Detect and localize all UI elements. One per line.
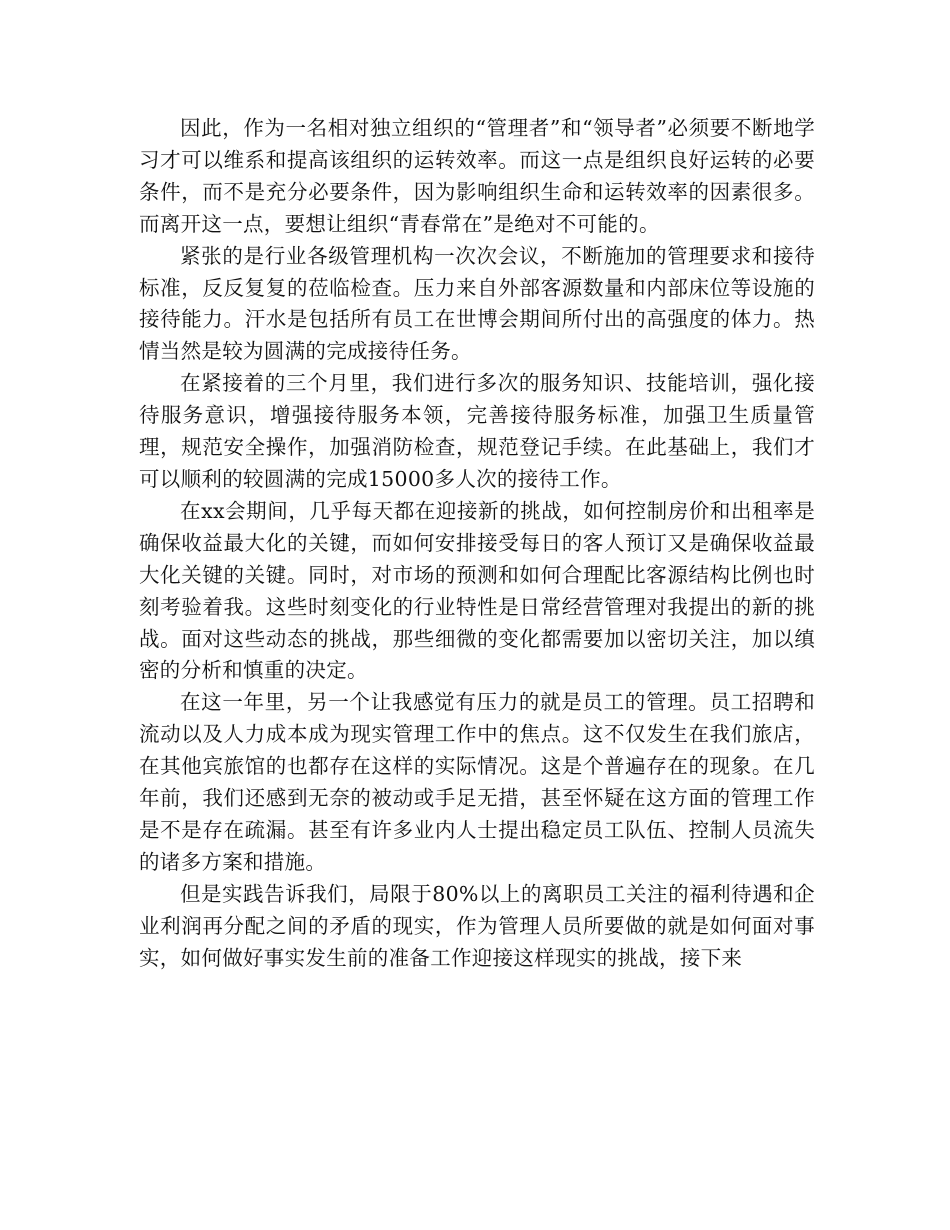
- paragraph-1: 因此，作为一名相对独立组织的“管理者”和“领导者”必须要不断地学习才可以维系和提高该组织的运转效率。而这一点是组织良好运转的必要条件，而不是充分必要条件，因为影响组织生命和运转效率的因素很多。而离开这一点，要想让组织“青春常在”是绝对不可能的。: [139, 116, 815, 236]
- paragraph-4: 在xx会期间，几乎每天都在迎接新的挑战，如何控制房价和出租率是确保收益最大化的关键，而如何安排接受每日的客人预订又是确保收益最大化关键的关键。同时，对市场的预测和如何合理配比客源结构比例也时刻考验着我。这些时刻变化的行业特性是日常经营管理对我提出的新的挑战。面对这些动态的挑战，那些细微的变化都需要加以密切关注，加以缜密的分析和慎重的决定。: [139, 498, 815, 683]
- paragraph-6: 但是实践告诉我们，局限于80%以上的离职员工关注的福利待遇和企业利润再分配之间的矛盾的现实，作为管理人员所要做的就是如何面对事实，如何做好事实发生前的准备工作迎接这样现实的挑战，接下来: [139, 881, 815, 970]
- paragraph-5: 在这一年里，另一个让我感觉有压力的就是员工的管理。员工招聘和流动以及人力成本成为现实管理工作中的焦点。这不仅发生在我们旅店，在其他宾旅馆的也都存在这样的实际情况。这是个普遍存在的现象。在几年前，我们还感到无奈的被动或手足无措，甚至怀疑在这方面的管理工作是不是存在疏漏。甚至有许多业内人士提出稳定员工队伍、控制人员流失的诸多方案和措施。: [139, 690, 815, 874]
- paragraph-3: 在紧接着的三个月里，我们进行多次的服务知识、技能培训，强化接待服务意识，增强接待服务本领，完善接待服务标准，加强卫生质量管理，规范安全操作，加强消防检查，规范登记手续。在此基础上，我们才可以顺利的较圆满的完成15000多人次的接待工作。: [139, 371, 815, 491]
- paragraph-2: 紧张的是行业各级管理机构一次次会议，不断施加的管理要求和接待标准，反反复复的莅临检查。压力来自外部客源数量和内部床位等设施的接待能力。汗水是包括所有员工在世博会期间所付出的高强度的体力。热情当然是较为圆满的完成接待任务。: [139, 243, 815, 364]
- document-body: [139, 113, 815, 974]
